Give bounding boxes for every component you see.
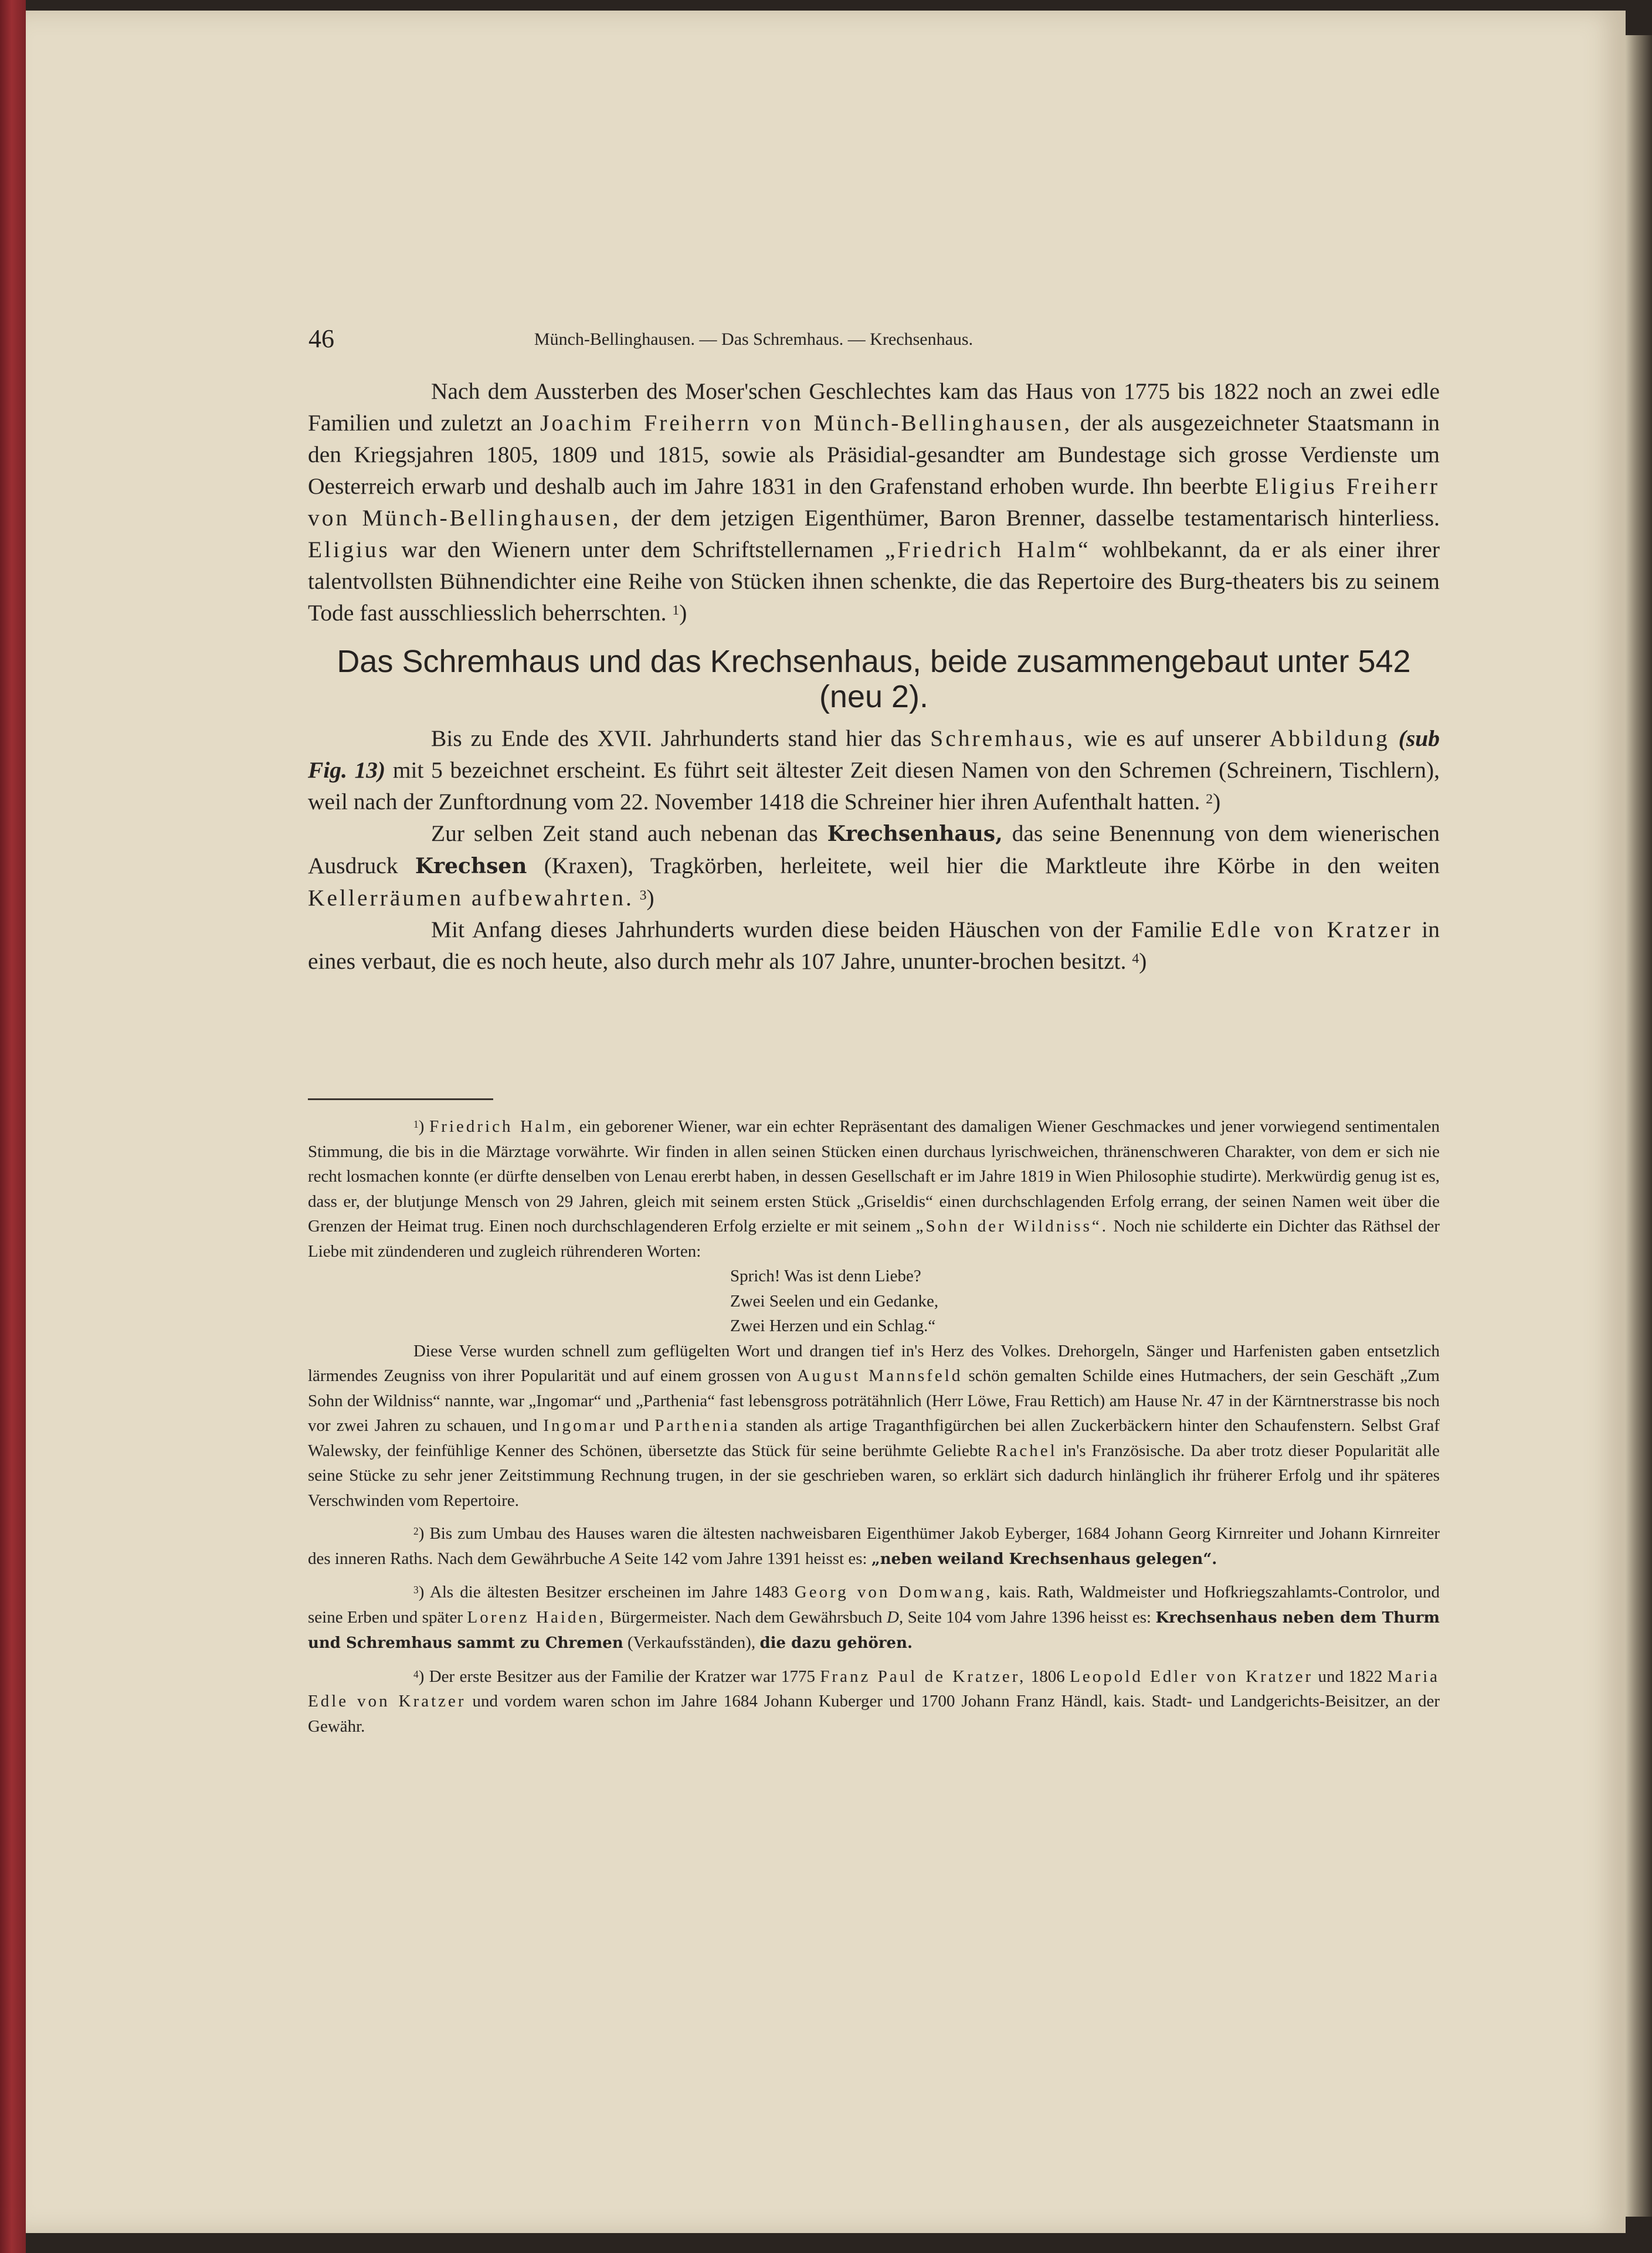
text-run: ein geborener Wiener, war ein echter Repräsentant des damaligen Wiener Geschmackes und jener vorwiegend sentimentalen Stimmung, die bis in die Märztage vorwährte. Wir finden in allen seinen Stücken einen durchaus lyrischweichen, thränenschweren Charakter, von dem er sich nie recht losmachen konnte (er dürfte denselben von Lenau ererbt haben, in dessen Gesellschaft er im Jahre 1819 in Wien Philosophie studirte). Merkwürdig genug ist es, dass er, der blutjunge Mensch von 29 Jahren, gleich mit seinem ersten Stück „Griseldis“ einen durchschlagenden Erfolg errang, der seinen Namen weit über die Grenzen der Heimat trug. Einen noch durchschlagenderen Erfolg erzielte er mit seinem: [308, 1117, 1440, 1236]
text-run: wie es auf unserer: [1075, 725, 1270, 751]
family-name: Edle von Kratzer: [1210, 917, 1413, 942]
person-name: Georg von Domwang,: [794, 1583, 993, 1601]
person-name: Eligius: [308, 537, 390, 562]
verse-line: Zwei Herzen und ein Schlag.“: [730, 1316, 936, 1335]
footnote-marker: 2: [413, 1525, 419, 1537]
text-run: D,: [887, 1607, 904, 1627]
text-run: Zur selben Zeit stand auch nebenan das: [431, 820, 827, 846]
page-edge: [1626, 35, 1652, 2217]
verse-line: Zwei Seelen und ein Gedanke,: [730, 1291, 939, 1311]
footnote-marker: 4: [413, 1668, 419, 1680]
text-run: und: [617, 1416, 655, 1435]
text-run: wohlbekannt, da er als einer ihrer talentvollsten Bühnendichter eine Reihe von Stücken ihnen schenkte, die das Repertoire des Burg-theaters bis zu seinem Tode fast ausschliesslich beherrschten.: [308, 537, 1440, 626]
text-run: in's Französische. Da aber trotz dieser Popularität alle seine Stücke zu sehr jener Zeitstimmung Rechnung trugen, in der sie geschrieben waren, so erklärt sich dadurch hinlänglich ihr früherer Erfolg und ihr späteres Verschwinden vom Repertoire.: [308, 1441, 1440, 1510]
page-number: 46: [308, 324, 334, 353]
blackletter-term: Krechsen: [415, 854, 527, 878]
text-run: Der erste Besitzer aus der Familie der Kratzer war 1775: [424, 1667, 820, 1686]
book-spine: [0, 0, 26, 2253]
blackletter-quote: die dazu gehören.: [759, 1634, 913, 1652]
paragraph-3: Zur selben Zeit stand auch nebenan das Krechsenhaus, das seine Benennung von dem wienerischen Ausdruck Krechsen (Kraxen), Tragkörben, herleitete, weil hier die Marktleute ihre Körbe in den weiten Kellerräumen aufbewahrten. $^3$): [308, 820, 1440, 911]
footnote-ref: 3: [639, 888, 647, 903]
character-name: Parthenia: [654, 1416, 740, 1435]
person-name: Lorenz Haiden,: [467, 1607, 606, 1627]
person-name: Joachim Freiherrn von Münch-Bellinghausen,: [540, 410, 1073, 436]
person-name: Eligius Freiherr von Münch-Bellinghausen,: [308, 473, 1440, 531]
text-run: schön gemalten Schilde eines Hutmachers, der sein Geschäft „Zum Sohn der Wildniss“ nannte, war „Ingomar“ und „Parthenia“ fast lebensgross poträtähnlich (Herr Löwe, Frau Rettich) am Hause Nr. 47 in der Kärntnerstrasse bis noch vor zwei Jahren zu schauen, und: [308, 1366, 1440, 1435]
text-run: Diese Verse wurden schnell zum geflügelten Wort und drangen tief in's Herz des Volkes. Drehorgeln, Sänger und Harfenisten gaben entsetzlich lärmendes Zeugniss von ihrer Popularität und auf einem grossen von: [308, 1341, 1440, 1385]
footnote-marker: 1: [413, 1118, 419, 1130]
running-title: Münch-Bellinghausen. — Das Schremhaus. — Krechsenhaus.: [534, 330, 973, 349]
footnote-marker: 3: [413, 1584, 419, 1596]
text-run: (Kraxen), Tragkörben, herleitete, weil hier die Marktleute ihre Körbe in den weiten: [527, 853, 1440, 878]
page-header: [281, 324, 1155, 359]
text-run: Bürgermeister. Nach dem Gewährsbuch: [606, 1607, 887, 1627]
blackletter-quote: „neben weiland Krechsenhaus gelegen“.: [871, 1550, 1217, 1568]
text-run: Kellerräumen aufbewahrten.: [308, 885, 634, 911]
text-run: standen als artige Traganthfigürchen bei allen Zuckerbäckern hinter den Schaufenstern. Selbst Graf Walewsky, der feinfühlige Kenner des Schönen, übersetzte das Stück für seine berühmte Geliebte: [308, 1416, 1440, 1460]
pen-name: „Friedrich Halm“: [884, 537, 1091, 562]
text-run: Seite 104 vom Jahre 1396 heisst es:: [903, 1607, 1156, 1627]
text-run: Abbildung: [1269, 725, 1390, 751]
text-run: Noch nie schilderte ein Dichter das Räthsel der Liebe mit zündenderen und zugleich rührenderen Worten:: [308, 1217, 1440, 1261]
text-run: mit 5 bezeichnet erscheint. Es führt seit ältester Zeit diesen Namen von den Schremen (Schreinern, Tischlern), weil nach der Zunftordnung vom 22. November 1418 die Schreiner hier ihren Aufenthalt hatten.: [308, 757, 1440, 815]
text-run: Bis zum Umbau des Hauses waren die ältesten nachweisbaren Eigenthümer Jakob Eyberger, 1684 Johann Georg Kirnreiter und Johann Kirnreiter des inneren Raths. Nach dem Gewährbuche: [308, 1524, 1440, 1568]
footnote-ref: 2: [1206, 792, 1213, 807]
footnote-1: $^1$) Friedrich Halm, ein geborener Wiener, war ein echter Repräsentant des damaligen Wiener Geschmackes und jener vorwiegend sentimentalen Stimmung, die bis in die Märztage vorwährte. Wir finden in allen seinen Stücken einen durchaus lyrischweichen, thränenschweren Charakter, von dem er sich nie recht losmachen konnte (er dürfte denselben von Lenau ererbt haben, in dessen Gesellschaft er im Jahre 1819 in Wien Philosophie studirte). Merkwürdig genug ist es, dass er, der blutjunge Mensch von 29 Jahren, gleich mit seinem ersten Stück „Griseldis“ einen durchschlagenden Erfolg errang, der seinen Namen weit über die Grenzen der Heimat trug. Einen noch durchschlagenderen Erfolg erzielte er mit seinem „Sohn der Wildniss“. Noch nie schilderte ein Dichter das Räthsel der Liebe mit zündenderen und zugleich rührenderen Worten:: [308, 1117, 1440, 1261]
person-name: Maria Edle von Kratzer: [308, 1667, 1440, 1711]
person-name: Rachel: [996, 1441, 1057, 1460]
text-run: Mit Anfang dieses Jahrhunderts wurden diese beiden Häuschen von der Familie: [431, 917, 1211, 942]
text-run: und vordem waren schon im Jahre 1684 Johann Kuberger und 1700 Johann Franz Händl, kais. Stadt- und Landgerichts-Beisitzer, an der Gewähr.: [308, 1692, 1440, 1736]
footnote-ref: 1: [672, 603, 680, 618]
person-name: Friedrich Halm,: [429, 1117, 574, 1136]
footnote-2: $^2$) Bis zum Umbau des Hauses waren die ältesten nachweisbaren Eigenthümer Jakob Eyberger, 1684 Johann Georg Kirnreiter und Johann Kirnreiter des inneren Raths. Nach dem Gewährbuche A Seite 142 vom Jahre 1391 heisst es: „neben weiland Krechsenhaus gelegen“.: [308, 1524, 1440, 1568]
paragraph-4: Mit Anfang dieses Jahrhunderts wurden diese beiden Häuschen von der Familie Edle von Kratzer in eines verbaut, die es noch heute, also durch mehr als 107 Jahre, ununter-brochen besitzt. $^4$): [308, 917, 1440, 974]
text-run: Seite 142 vom Jahre 1391 heisst es:: [620, 1549, 871, 1568]
footnote-3: $^3$) Als die ältesten Besitzer erscheinen im Jahre 1483 Georg von Domwang, kais. Rath, Waldmeister und Hofkriegszahlamts-Controlor, und seine Erben und später Lorenz Haiden, Bürgermeister. Nach dem Gewährsbuch D, Seite 104 vom Jahre 1396 heisst es: Krechsenhaus neben dem Thurm und Schremhaus sammt zu Chremen (Verkaufsständen), die dazu gehören.: [308, 1583, 1440, 1652]
text-run: Nach dem Aussterben des Moser'schen Geschlechtes kam das Haus von 1775 bis 1822 noch an zwei edle Familien und zuletzt an: [308, 378, 1440, 436]
work-title: „Sohn der Wildniss“.: [915, 1217, 1108, 1236]
footnote-1-continued: [308, 1339, 1440, 1514]
text-run: der als ausgezeichneter Staatsmann in den Kriegsjahren 1805, 1809 und 1815, sowie als Präsidial-gesandter am Bundestage sich grosse Verdienste um Oesterreich erwarb und deshalb auch im Jahre 1831 in den Grafenstand erhoben wurde. Ihn beerbte: [308, 410, 1440, 499]
person-name: Leopold Edler von Kratzer: [1070, 1667, 1314, 1686]
text-run: und 1822: [1313, 1667, 1388, 1686]
house-name: Schremhaus,: [930, 725, 1076, 751]
text-run: 1806: [1026, 1667, 1070, 1686]
section-heading: Das Schremhaus und das Krechsenhaus, beide zusammengebaut unter 542 (neu 2).: [337, 644, 1411, 714]
main-text: [308, 375, 1440, 977]
text-run: A: [609, 1549, 620, 1568]
text-run: der dem jetzigen Eigenthümer, Baron Brenner, dasselbe testamentarisch hinterliess.: [620, 505, 1440, 531]
paragraph-1: Nach dem Aussterben des Moser'schen Geschlechtes kam das Haus von 1775 bis 1822 noch an zwei edle Familien und zuletzt an Joachim Freiherrn von Münch-Bellinghausen, der als ausgezeichneter Staatsmann in den Kriegsjahren 1805, 1809 und 1815, sowie als Präsidial-gesandter am Bundestage sich grosse Verdienste um Oesterreich erwarb und deshalb auch im Jahre 1831 in den Grafenstand erhoben wurde. Ihn beerbte Eligius Freiherr von Münch-Bellinghausen, der dem jetzigen Eigenthümer, Baron Brenner, dasselbe testamentarisch hinterliess. Eligius war den Wienern unter dem Schriftstellernamen „Friedrich Halm“ wohlbekannt, da er als einer ihrer talentvollsten Bühnendichter eine Reihe von Stücken ihnen schenkte, die das Repertoire des Burg-theaters bis zu seinem Tode fast ausschliesslich beherrschten. $^1$): [308, 378, 1440, 626]
footnote-4: $^4$) Der erste Besitzer aus der Familie der Kratzer war 1775 Franz Paul de Kratzer, 1806 Leopold Edler von Kratzer und 1822 Maria Edle von Kratzer und vordem waren schon im Jahre 1684 Johann Kuberger und 1700 Johann Franz Händl, kais. Stadt- und Landgerichts-Beisitzer, an der Gewähr.: [308, 1667, 1440, 1736]
footnote-rule: [308, 1098, 493, 1100]
text-run: Bis zu Ende des XVII. Jahrhunderts stand hier das: [431, 725, 931, 751]
figure-reference: (sub Fig. 13): [308, 725, 1440, 783]
footnotes: [308, 1114, 1440, 1739]
character-name: Ingomar: [543, 1416, 618, 1435]
text-run: kais. Rath, Waldmeister und Hofkriegszahlamts-Controlor, und seine Erben und später: [308, 1583, 1440, 1627]
person-name: August Mannsfeld: [797, 1366, 963, 1385]
paragraph-2: Bis zu Ende des XVII. Jahrhunderts stand hier das Schremhaus, wie es auf unserer Abbildung (sub Fig. 13) mit 5 bezeichnet erscheint. Es führt seit ältester Zeit diesen Namen von den Schremen (Schreinern, Tischlern), weil nach der Zunftordnung vom 22. November 1418 die Schreiner hier ihren Aufenthalt hatten. $^2$): [308, 725, 1440, 815]
verse-line: Sprich! Was ist denn Liebe?: [730, 1267, 921, 1285]
text-run: in eines verbaut, die es noch heute, also durch mehr als 107 Jahre, ununter-brochen besitzt.: [308, 917, 1440, 974]
text-run: (Verkaufsständen),: [623, 1633, 760, 1652]
text-run: war den Wienern unter dem Schriftstellernamen: [389, 537, 885, 562]
text-run: Als die ältesten Besitzer erscheinen im Jahre 1483: [424, 1583, 795, 1601]
footnote-ref: 4: [1132, 951, 1139, 966]
person-name: Franz Paul de Kratzer,: [820, 1667, 1026, 1686]
blackletter-quote: Krechsenhaus neben dem Thurm und Schremhaus sammt zu Chremen: [308, 1609, 1440, 1652]
blackletter-term: Krechsenhaus,: [827, 822, 1003, 846]
text-run: [1390, 725, 1399, 751]
text-run: das seine Benennung von dem wienerischen Ausdruck: [308, 820, 1440, 878]
